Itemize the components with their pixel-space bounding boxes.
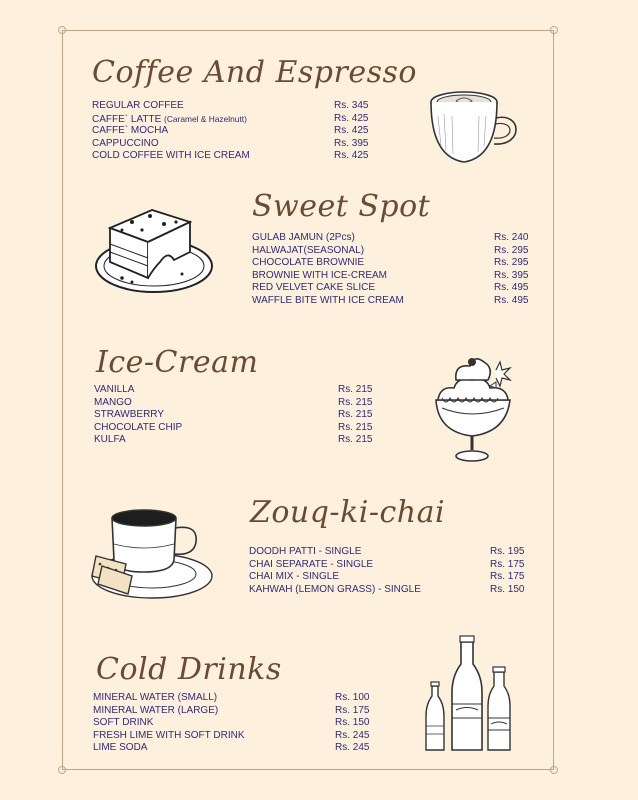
item-name-text: CAFFE` LATTE <box>92 113 162 125</box>
corner-ornament-icon <box>548 24 560 36</box>
item-note: (Caramel & Hazelnutt) <box>164 113 247 124</box>
item-name: CHOCOLATE BROWNIE <box>252 257 365 269</box>
item-price: Rs. 175 <box>335 704 370 716</box>
menu-item <box>252 257 542 270</box>
item-price: Rs. 295 <box>494 257 529 269</box>
section-title-icecream: Ice-Cream <box>96 345 259 380</box>
section-title-drinks: Cold Drinks <box>96 652 282 687</box>
item-price: Rs. 395 <box>334 137 369 149</box>
menu-list-coffee <box>92 100 382 163</box>
item-name: VANILLA <box>94 384 135 395</box>
menu-list-chai <box>249 546 539 596</box>
menu-item <box>252 270 542 283</box>
item-name: RED VELVET CAKE SLICE <box>252 282 376 294</box>
menu-item <box>92 150 382 163</box>
menu-item <box>92 138 382 151</box>
item-name: STRAWBERRY <box>94 409 165 421</box>
item-name: FRESH LIME WITH SOFT DRINK <box>93 729 245 741</box>
item-price: Rs. 175 <box>490 571 525 583</box>
item-price: Rs. 150 <box>490 583 525 595</box>
menu-list-sweet <box>252 232 542 308</box>
menu-item <box>93 692 383 705</box>
menu-item <box>94 397 384 410</box>
menu-item <box>93 742 383 755</box>
corner-ornament-icon <box>548 764 560 776</box>
menu-item <box>92 113 382 126</box>
menu-item <box>249 571 539 584</box>
item-name: CHAI SEPARATE - SINGLE <box>249 558 374 570</box>
item-price: Rs. 425 <box>334 125 369 137</box>
menu-item <box>93 730 383 743</box>
menu-item <box>92 100 382 113</box>
item-name: LIME SODA <box>93 742 148 754</box>
section-title-coffee: Coffee And Espresso <box>92 55 417 90</box>
item-name: DOODH PATTI - SINGLE <box>249 546 362 557</box>
menu-item <box>94 384 384 397</box>
item-price: Rs. 425 <box>334 150 369 162</box>
item-price: Rs. 240 <box>494 232 529 243</box>
ice-cream-sundae-icon <box>432 350 524 466</box>
item-name: SOFT DRINK <box>93 717 154 729</box>
menu-item <box>252 245 542 258</box>
menu-item <box>249 546 539 559</box>
item-price: Rs. 215 <box>338 434 373 446</box>
item-name: MINERAL WATER (SMALL) <box>93 692 218 703</box>
section-title-sweet: Sweet Spot <box>252 189 431 224</box>
menu-item <box>249 559 539 572</box>
item-name: CHOCOLATE CHIP <box>94 421 183 433</box>
menu-item <box>94 422 384 435</box>
item-price: Rs. 245 <box>335 742 370 754</box>
item-name: MINERAL WATER (LARGE) <box>93 704 219 716</box>
item-price: Rs. 215 <box>338 421 373 433</box>
menu-item <box>93 717 383 730</box>
item-name: COLD COFFEE WITH ICE CREAM <box>92 150 250 162</box>
menu-list-icecream <box>94 384 384 447</box>
item-name: HALWAJAT(SEASONAL) <box>252 244 365 256</box>
item-price: Rs. 245 <box>335 729 370 741</box>
tea-cup-icon <box>86 504 216 608</box>
menu-item <box>93 705 383 718</box>
item-name: REGULAR COFFEE <box>92 100 184 111</box>
menu-item <box>252 282 542 295</box>
item-price: Rs. 195 <box>490 546 525 557</box>
menu-item <box>94 434 384 447</box>
item-price: Rs. 295 <box>494 244 529 256</box>
item-name: CHAI MIX - SINGLE <box>249 571 340 583</box>
corner-ornament-icon <box>56 24 68 36</box>
item-name: KAHWAH (LEMON GRASS) - SINGLE <box>249 583 421 595</box>
item-price: Rs. 345 <box>334 100 369 111</box>
coffee-cup-icon <box>424 86 528 172</box>
menu-item <box>94 409 384 422</box>
item-price: Rs. 100 <box>335 692 370 703</box>
soda-bottles-icon <box>424 634 520 754</box>
item-name: WAFFLE BITE WITH ICE CREAM <box>252 294 404 306</box>
item-price: Rs. 215 <box>338 384 373 395</box>
item-price: Rs. 425 <box>334 112 369 124</box>
item-name: MANGO <box>94 396 132 408</box>
menu-item <box>92 125 382 138</box>
menu-item <box>252 232 542 245</box>
item-price: Rs. 150 <box>335 717 370 729</box>
item-price: Rs. 175 <box>490 558 525 570</box>
item-name: CAPPUCCINO <box>92 137 159 149</box>
menu-item <box>249 584 539 597</box>
menu-item <box>252 295 542 308</box>
item-name: BROWNIE WITH ICE-CREAM <box>252 269 387 281</box>
item-price: Rs. 495 <box>494 282 529 294</box>
item-price: Rs. 395 <box>494 269 529 281</box>
item-name: CAFFE` MOCHA <box>92 125 169 137</box>
item-price: Rs. 215 <box>338 409 373 421</box>
item-name: KULFA <box>94 434 126 446</box>
section-title-chai: Zouq-ki-chai <box>250 495 446 530</box>
cake-slice-icon <box>92 200 216 296</box>
item-price: Rs. 495 <box>494 294 529 306</box>
corner-ornament-icon <box>56 764 68 776</box>
item-name: GULAB JAMUN (2Pcs) <box>252 232 355 243</box>
item-price: Rs. 215 <box>338 396 373 408</box>
menu-list-drinks <box>93 692 383 755</box>
